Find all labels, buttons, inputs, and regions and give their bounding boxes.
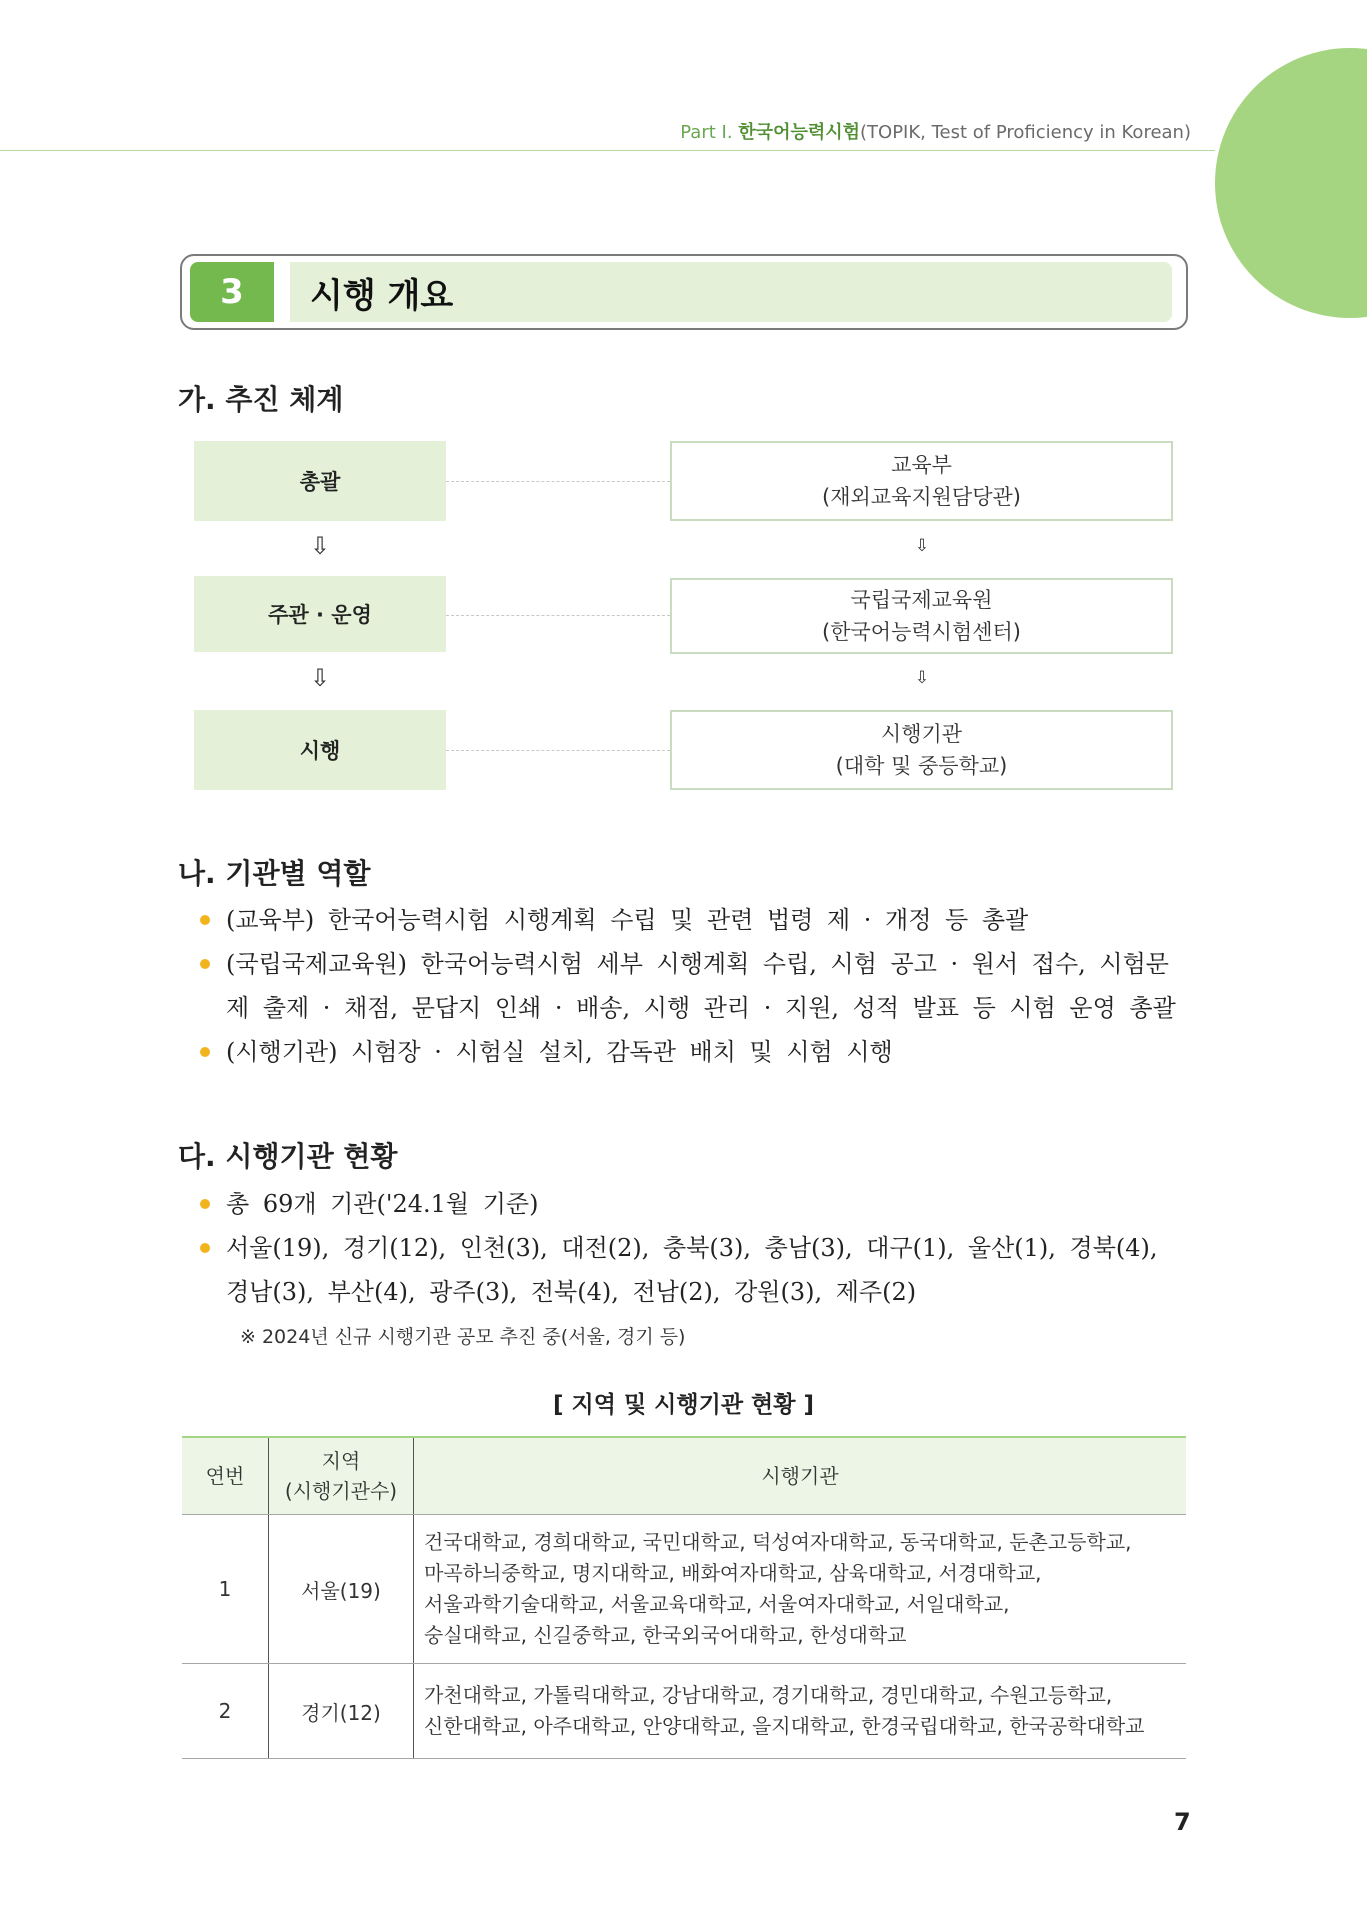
org-detail: (재외교육지원담당관) (822, 485, 1021, 509)
down-arrow-icon: ⇩ (914, 536, 930, 556)
section-number: 3 (190, 262, 274, 322)
header-cell-region (269, 1437, 414, 1515)
down-arrow-icon: ⇩ (914, 668, 930, 688)
header-region-sub: (시행기관수) (284, 1479, 398, 1503)
down-arrow-icon: ⇩ (309, 664, 331, 692)
role-box-operation: 주관 · 운영 (194, 576, 446, 652)
cell-region: 서울(19) (269, 1515, 414, 1664)
section-title: 시행 개요 (290, 262, 1172, 322)
connector-line (446, 481, 670, 482)
role-box-general: 총괄 (194, 441, 446, 521)
header-cell-institutions: 시행기관 (414, 1437, 1187, 1515)
table-row (182, 1515, 1186, 1664)
subheading-structure: 가. 추진 체계 (178, 383, 344, 416)
cell-number: 1 (182, 1515, 269, 1664)
part-label: Part Ⅰ. (680, 122, 733, 143)
institution-line: 마곡하늬중학교, 명지대학교, 배화여자대학교, 삼육대학교, 서경대학교, (424, 1561, 1042, 1585)
cell-region: 경기(12) (269, 1664, 414, 1759)
header-subtitle: (TOPIK, Test of Proficiency in Korean) (860, 122, 1191, 143)
list-item: (국립국제교육원) 한국어능력시험 세부 시행계획 수립, 시험 공고 · 원서 접수, 시험문제 출제 · 채점, 문답지 인쇄 · 배송, 시행 관리 · 지원, 성적 발표 등 시험 운영 총괄 (198, 942, 1190, 1030)
header-region-label: 지역 (321, 1449, 361, 1473)
connector-line (446, 750, 670, 751)
header-cell-number: 연번 (182, 1437, 269, 1515)
roles-list (198, 898, 1190, 1074)
list-item: (시행기관) 시험장 · 시험실 설치, 감독관 배치 및 시험 시행 (198, 1030, 1190, 1074)
subheading-roles: 나. 기관별 역할 (178, 857, 371, 890)
cell-number: 2 (182, 1664, 269, 1759)
org-detail: (대학 및 중등학교) (835, 754, 1008, 778)
org-detail: (한국어능력시험센터) (822, 620, 1021, 644)
header-title: 한국어능력시험 (738, 122, 861, 143)
note-text: ※ 2024년 신규 시행기관 공모 추진 중(서울, 경기 등) (240, 1326, 686, 1348)
connector-line (446, 615, 670, 616)
table-caption: [ 지역 및 시행기관 현황 ] (552, 1392, 815, 1418)
org-box-ministry (670, 441, 1173, 521)
running-header (680, 118, 1191, 144)
table-row (182, 1664, 1186, 1759)
org-name: 국립국제교육원 (850, 588, 993, 612)
header-rule (0, 150, 1215, 151)
org-box-institutions (670, 710, 1173, 790)
institution-line: 가천대학교, 가톨릭대학교, 강남대학교, 경기대학교, 경민대학교, 수원고등학교, (424, 1683, 1113, 1707)
list-item: 서울(19), 경기(12), 인천(3), 대전(2), 충북(3), 충남(3), 대구(1), 울산(1), 경북(4), 경남(3), 부산(4), 광주(3), 전북(4), 전남(2), 강원(3), 제주(2) (198, 1226, 1190, 1314)
cell-institutions (414, 1664, 1187, 1759)
table-header-row (182, 1437, 1186, 1515)
down-arrow-icon: ⇩ (309, 532, 331, 560)
org-name: 시행기관 (880, 722, 963, 746)
list-item: 총 69개 기관('24.1월 기준) (198, 1182, 1190, 1226)
institution-line: 서울과학기술대학교, 서울교육대학교, 서울여자대학교, 서일대학교, (424, 1592, 1010, 1616)
institution-line: 신한대학교, 아주대학교, 안양대학교, 을지대학교, 한경국립대학교, 한국공학대학교 (424, 1714, 1145, 1738)
institution-line: 건국대학교, 경희대학교, 국민대학교, 덕성여자대학교, 동국대학교, 둔촌고등학교, (424, 1530, 1132, 1554)
org-box-niied (670, 578, 1173, 654)
page-number: 7 (1174, 1808, 1191, 1836)
list-item: (교육부) 한국어능력시험 시행계획 수립 및 관련 법령 제 · 개정 등 총괄 (198, 898, 1190, 942)
institutions-table (182, 1436, 1186, 1759)
role-box-execution: 시행 (194, 710, 446, 790)
institution-line: 숭실대학교, 신길중학교, 한국외국어대학교, 한성대학교 (424, 1623, 907, 1647)
org-name: 교육부 (891, 453, 952, 477)
cell-institutions (414, 1515, 1187, 1664)
subheading-status: 다. 시행기관 현황 (178, 1140, 398, 1173)
status-list (198, 1182, 1190, 1314)
section-title-box (180, 254, 1188, 330)
corner-decoration (1215, 48, 1367, 318)
